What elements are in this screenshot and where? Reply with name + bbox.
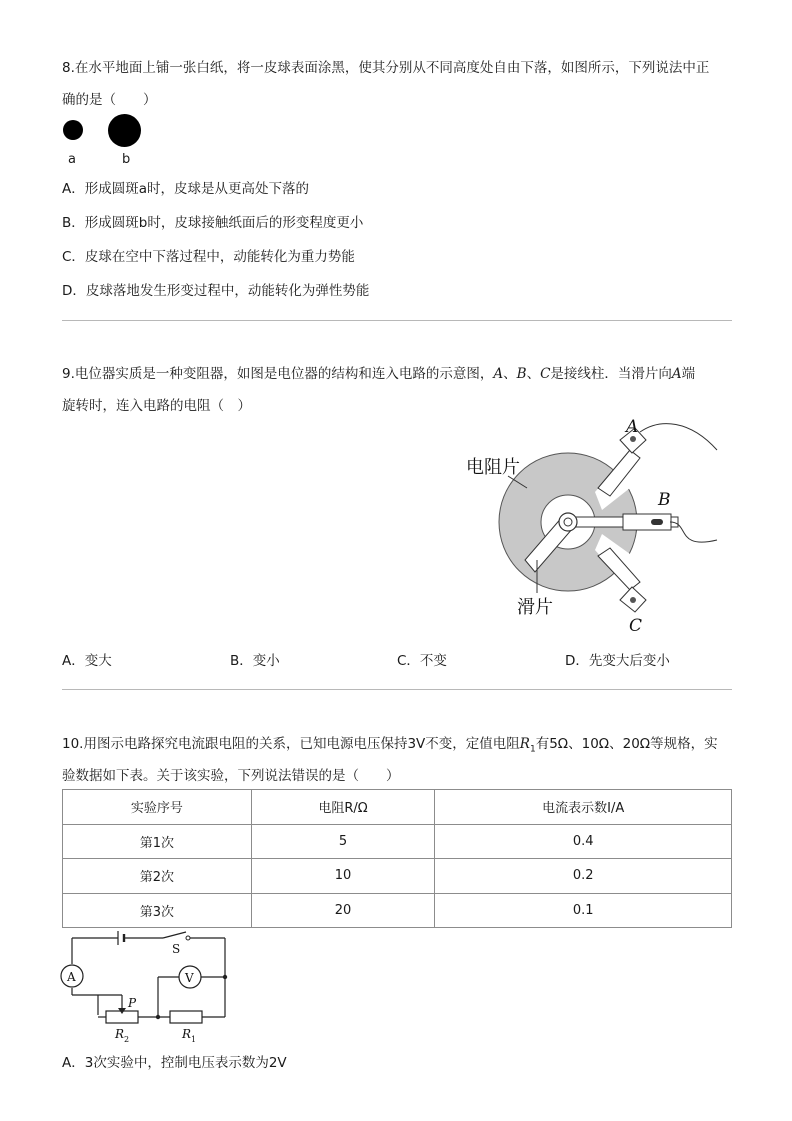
r1-sub: 1 xyxy=(191,1035,197,1044)
table-row xyxy=(63,859,732,894)
q10-stem-line2: 验数据如下表。关于该实验，下列说法错误的是（ ） xyxy=(62,768,400,784)
resistor-label: 电阻片 xyxy=(466,457,520,478)
figure-label-c: C xyxy=(629,616,643,636)
q9-option-c: C．不变 xyxy=(397,653,447,669)
q9-sep1: 、 xyxy=(503,366,517,382)
q9-stem-line2: 旋转时，连入电路的电阻（ ） xyxy=(62,398,251,414)
table-cell: 10 xyxy=(251,859,435,894)
circuit-diagram xyxy=(60,928,240,1046)
separator xyxy=(62,689,732,690)
q9-stem-part3: 端 xyxy=(681,366,696,382)
q9-terminal-a2: A xyxy=(671,366,682,382)
q8-stem-line1: 8.在水平地面上铺一张白纸，将一皮球表面涂黑，使其分别从不同高度处自由下落，如图所示，下列说法中正 xyxy=(62,60,710,76)
q8-option-c: C．皮球在空中下落过程中，动能转化为重力势能 xyxy=(62,249,355,265)
q10-stem-part1: 10.用图示电路探究电流跟电阻的关系，已知电源电压保持3V不变，定值电阻 xyxy=(62,736,520,752)
potentiometer-figure xyxy=(455,410,735,640)
q9-option-d: D．先变大后变小 xyxy=(565,653,670,669)
terminal-a xyxy=(598,424,717,496)
spot-a-label: a xyxy=(68,152,76,167)
q9-sep2: 、 xyxy=(526,366,541,382)
q8-option-a: A．形成圆斑a时，皮球是从更高处下落的 xyxy=(62,181,310,197)
ammeter-label: A xyxy=(67,970,76,984)
data-table xyxy=(62,789,732,928)
r2-sub: 2 xyxy=(124,1035,130,1044)
q10-r-sub: 1 xyxy=(529,744,536,755)
voltmeter-label: V xyxy=(185,971,194,985)
q9-option-b: B．变小 xyxy=(230,653,280,669)
q9-stem-line1 xyxy=(62,362,695,382)
table-header-cell: 电阻R/Ω xyxy=(251,790,435,825)
table-header-cell: 电流表示数I/A xyxy=(435,790,732,825)
table-cell: 20 xyxy=(251,893,435,928)
q9-terminal-b: B xyxy=(516,366,527,382)
separator xyxy=(62,320,732,321)
slider-p-label: P xyxy=(128,996,137,1010)
table-cell: 0.1 xyxy=(435,893,732,928)
q9-option-a: A．变大 xyxy=(62,653,112,669)
switch-label: S xyxy=(172,942,181,956)
figure-label-a: A xyxy=(626,417,639,437)
q8-stem-line2: 确的是（ ） xyxy=(62,92,157,108)
table-cell: 第1次 xyxy=(63,824,252,859)
table-row xyxy=(63,893,732,928)
table-cell: 0.4 xyxy=(435,824,732,859)
table-cell: 第3次 xyxy=(63,893,252,928)
q9-terminal-c: C xyxy=(540,366,551,382)
q9-stem-part1: 9.电位器实质是一种变阻器，如图是电位器的结构和连入电路的示意图， xyxy=(62,366,494,382)
spot-b-label: b xyxy=(122,152,131,167)
q8-option-b: B．形成圆斑b时，皮球接触纸面后的形变程度更小 xyxy=(62,215,364,231)
table-row xyxy=(63,824,732,859)
table-cell: 第2次 xyxy=(63,859,252,894)
q8-option-d: D．皮球落地发生形变过程中，动能转化为弹性势能 xyxy=(62,283,370,299)
q9-terminal-a: A xyxy=(493,366,504,382)
spot-b xyxy=(108,114,141,147)
table-header-cell: 实验序号 xyxy=(63,790,252,825)
table-cell: 0.2 xyxy=(435,859,732,894)
spot-a xyxy=(63,120,83,140)
table-header-row xyxy=(63,790,732,825)
q10-stem-part2: 有5Ω、10Ω、20Ω等规格，实 xyxy=(535,736,718,752)
q9-stem-part2: 是接线柱．当滑片向 xyxy=(550,366,672,382)
r1-label: R xyxy=(182,1027,192,1041)
figure-label-b: B xyxy=(658,490,671,510)
r2-label: R xyxy=(115,1027,125,1041)
table-cell: 5 xyxy=(251,824,435,859)
q10-option-a: A．3次实验中，控制电压表示数为2V xyxy=(62,1055,287,1071)
q10-r-symbol: R xyxy=(519,736,530,752)
q10-stem-line1 xyxy=(62,732,718,755)
slider-label: 滑片 xyxy=(517,597,553,618)
